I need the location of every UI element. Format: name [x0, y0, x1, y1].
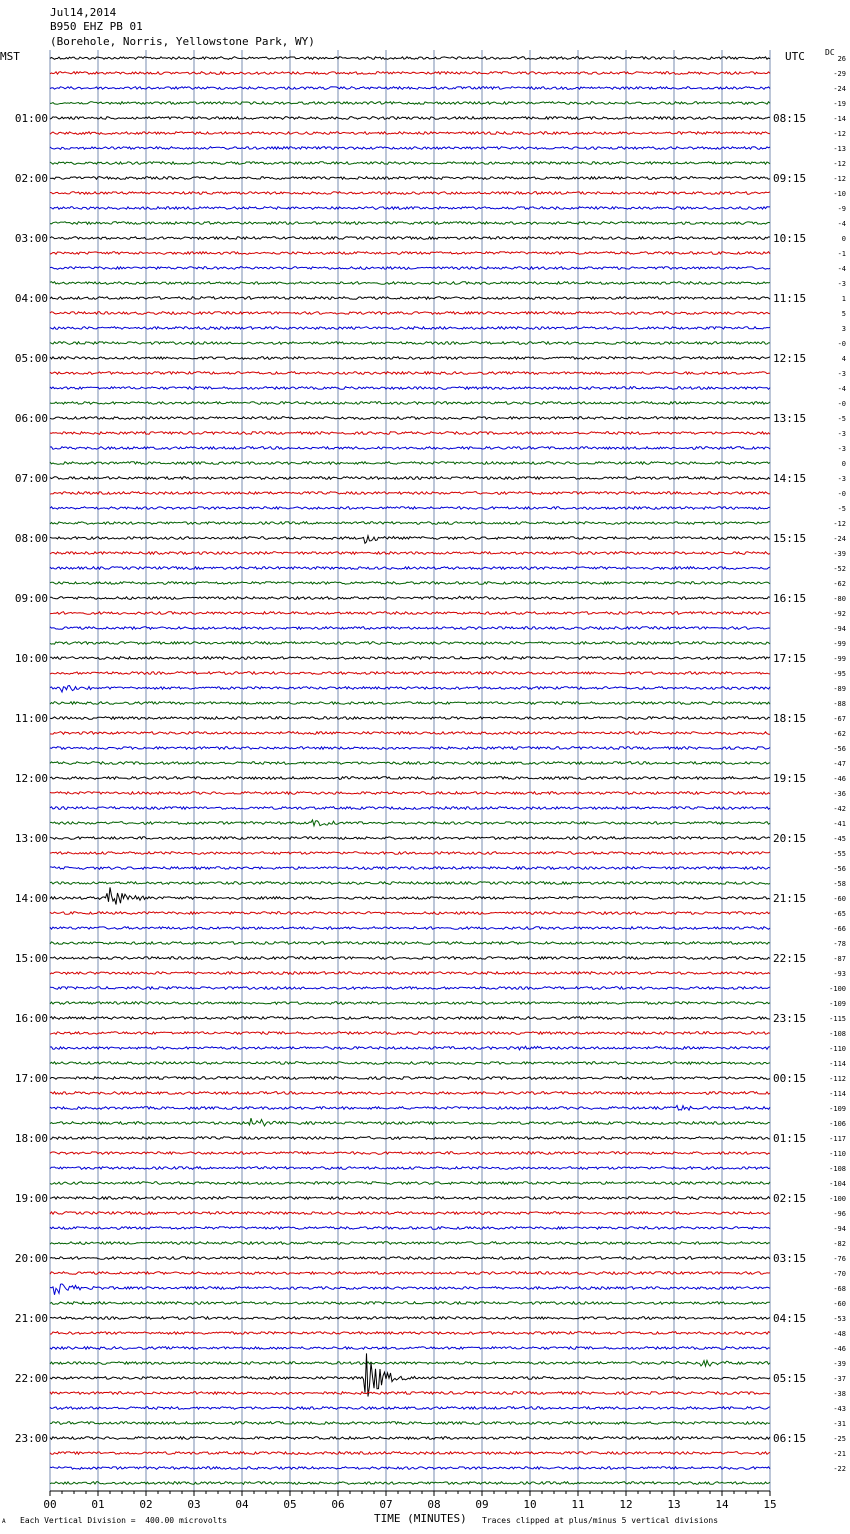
trace-62	[50, 987, 770, 990]
trace-89	[50, 1392, 770, 1395]
trace-2	[50, 87, 770, 90]
dc-offset-label: 3	[841, 325, 846, 333]
trace-93	[50, 1452, 770, 1455]
footer-mark: A	[2, 1518, 6, 1525]
dc-offset-label: -89	[833, 685, 846, 693]
trace-47	[50, 762, 770, 765]
dc-offset-label: -0	[837, 400, 846, 408]
utc-hour-label: 18:15	[773, 712, 807, 725]
mst-hour-label: 11:00	[14, 712, 48, 725]
dc-offset-label: -108	[829, 1165, 846, 1173]
dc-offset-label: -10	[833, 190, 846, 198]
trace-38	[50, 627, 770, 630]
dc-offset-label: -106	[829, 1120, 846, 1128]
mst-hour-label: 18:00	[14, 1132, 48, 1145]
trace-85	[50, 1332, 770, 1335]
dc-offset-label: -58	[833, 880, 846, 888]
dc-offset-label: -109	[829, 1105, 846, 1113]
dc-offset-label: 0	[841, 235, 846, 243]
trace-50	[50, 807, 770, 810]
dc-offset-label: -94	[833, 625, 846, 633]
mst-hour-label: 16:00	[14, 1012, 48, 1025]
trace-95	[50, 1482, 770, 1485]
dc-label: DC	[825, 48, 835, 57]
mst-hour-label: 07:00	[14, 472, 48, 485]
trace-55	[50, 882, 770, 885]
dc-offset-label: -112	[829, 1075, 846, 1083]
x-tick-label: 04	[235, 1498, 249, 1511]
mst-hour-label: 23:00	[14, 1432, 48, 1445]
trace-79	[50, 1242, 770, 1245]
trace-17	[50, 312, 770, 315]
dc-offset-label: -19	[833, 100, 846, 108]
mst-hour-label: 19:00	[14, 1192, 48, 1205]
trace-78	[50, 1227, 770, 1230]
trace-29	[50, 492, 770, 495]
seismic-traces	[50, 57, 770, 1485]
trace-3	[50, 102, 770, 105]
x-tick-label: 07	[379, 1498, 393, 1511]
mst-hour-label: 01:00	[14, 112, 48, 125]
dc-offset-label: 26	[837, 55, 846, 63]
x-tick-label: 11	[571, 1498, 585, 1511]
dc-offset-label: -41	[833, 820, 846, 828]
utc-hour-label: 02:15	[773, 1192, 807, 1205]
dc-offset-label: -42	[833, 805, 846, 813]
utc-hour-label: 12:15	[773, 352, 807, 365]
x-tick-label: 13	[667, 1498, 681, 1511]
dc-offset-label: -0	[837, 490, 846, 498]
utc-hour-label: 10:15	[773, 232, 807, 245]
trace-32	[50, 536, 770, 544]
dc-offset-label: 5	[841, 310, 846, 318]
dc-offset-label: -24	[833, 535, 846, 543]
dc-offset-label: -0	[837, 340, 846, 348]
mst-hour-label: 13:00	[14, 832, 48, 845]
axis-labels	[15, 55, 846, 1511]
trace-6	[50, 147, 770, 150]
dc-offset-label: -56	[833, 865, 846, 873]
mst-hour-label: 03:00	[14, 232, 48, 245]
dc-offset-label: -12	[833, 175, 846, 183]
trace-27	[50, 462, 770, 465]
utc-hour-label: 17:15	[773, 652, 807, 665]
dc-offset-label: -66	[833, 925, 846, 933]
utc-hour-label: 09:15	[773, 172, 807, 185]
utc-hour-label: 13:15	[773, 412, 807, 425]
trace-11	[50, 222, 770, 225]
dc-offset-label: -12	[833, 160, 846, 168]
trace-48	[50, 777, 770, 780]
trace-64	[50, 1017, 770, 1020]
utc-hour-label: 05:15	[773, 1372, 807, 1385]
trace-14	[50, 267, 770, 270]
x-tick-label: 14	[715, 1498, 729, 1511]
x-tick-label: 01	[91, 1498, 105, 1511]
dc-offset-label: -60	[833, 895, 846, 903]
dc-offset-label: -47	[833, 760, 846, 768]
dc-offset-label: -22	[833, 1465, 846, 1473]
dc-offset-label: -108	[829, 1030, 846, 1038]
trace-41	[50, 672, 770, 675]
dc-offset-label: -92	[833, 610, 846, 618]
dc-offset-label: -117	[829, 1135, 846, 1143]
trace-18	[50, 327, 770, 330]
dc-offset-label: -62	[833, 580, 846, 588]
trace-70	[50, 1106, 770, 1111]
dc-offset-label: -65	[833, 910, 846, 918]
trace-43	[50, 702, 770, 705]
dc-offset-label: -76	[833, 1255, 846, 1263]
trace-35	[50, 582, 770, 585]
x-tick-label: 12	[619, 1498, 633, 1511]
dc-offset-label: -62	[833, 730, 846, 738]
dc-offset-label: -5	[837, 415, 846, 423]
trace-59	[50, 942, 770, 945]
dc-offset-label: -9	[837, 205, 846, 213]
trace-33	[50, 552, 770, 555]
dc-offset-label: -39	[833, 1360, 846, 1368]
utc-hour-label: 04:15	[773, 1312, 807, 1325]
mst-hour-label: 15:00	[14, 952, 48, 965]
trace-34	[50, 567, 770, 570]
dc-offset-label: -46	[833, 775, 846, 783]
trace-94	[50, 1467, 770, 1470]
dc-offset-label: -31	[833, 1420, 846, 1428]
trace-39	[50, 642, 770, 645]
trace-67	[50, 1062, 770, 1065]
dc-offset-label: -29	[833, 70, 846, 78]
left-axis-title: MST	[0, 50, 20, 63]
station-location: (Borehole, Norris, Yellowstone Park, WY)	[50, 35, 315, 48]
x-tick-label: 10	[523, 1498, 537, 1511]
trace-20	[50, 357, 770, 360]
trace-65	[50, 1032, 770, 1035]
trace-87	[50, 1361, 770, 1367]
trace-61	[50, 972, 770, 975]
trace-9	[50, 192, 770, 195]
trace-74	[50, 1167, 770, 1170]
trace-54	[50, 867, 770, 870]
trace-21	[50, 372, 770, 375]
dc-offset-label: -115	[829, 1015, 846, 1023]
utc-hour-label: 06:15	[773, 1432, 807, 1445]
dc-offset-label: -39	[833, 550, 846, 558]
trace-12	[50, 237, 770, 240]
dc-offset-label: -4	[837, 385, 846, 393]
utc-hour-label: 16:15	[773, 592, 807, 605]
trace-75	[50, 1182, 770, 1185]
trace-23	[50, 402, 770, 405]
mst-hour-label: 17:00	[14, 1072, 48, 1085]
dc-offset-label: -70	[833, 1270, 846, 1278]
trace-56	[50, 887, 770, 904]
x-tick-label: 15	[763, 1498, 777, 1511]
dc-offset-label: -21	[833, 1450, 846, 1458]
dc-offset-label: -3	[837, 280, 846, 288]
dc-offset-label: -96	[833, 1210, 846, 1218]
trace-36	[50, 596, 770, 599]
utc-hour-label: 19:15	[773, 772, 807, 785]
trace-44	[50, 717, 770, 720]
trace-7	[50, 162, 770, 165]
trace-60	[50, 957, 770, 960]
trace-57	[50, 912, 770, 915]
dc-offset-label: -1	[837, 250, 846, 258]
dc-offset-label: -3	[837, 370, 846, 378]
trace-40	[50, 657, 770, 660]
mst-hour-label: 10:00	[14, 652, 48, 665]
utc-hour-label: 22:15	[773, 952, 807, 965]
dc-offset-label: -24	[833, 85, 846, 93]
mst-hour-label: 09:00	[14, 592, 48, 605]
utc-hour-label: 21:15	[773, 892, 807, 905]
utc-hour-label: 15:15	[773, 532, 807, 545]
dc-offset-label: -48	[833, 1330, 846, 1338]
trace-4	[50, 117, 770, 120]
trace-92	[50, 1437, 770, 1440]
utc-hour-label: 11:15	[773, 292, 807, 305]
trace-22	[50, 387, 770, 390]
trace-0	[50, 57, 770, 60]
dc-offset-label: -12	[833, 520, 846, 528]
trace-24	[50, 417, 770, 420]
dc-offset-label: -78	[833, 940, 846, 948]
mst-hour-label: 21:00	[14, 1312, 48, 1325]
x-tick-label: 03	[187, 1498, 201, 1511]
dc-offset-label: -56	[833, 745, 846, 753]
utc-hour-label: 23:15	[773, 1012, 807, 1025]
dc-offset-label: -55	[833, 850, 846, 858]
plot-date: Jul14,2014	[50, 6, 117, 19]
trace-81	[50, 1272, 770, 1275]
dc-offset-label: -38	[833, 1390, 846, 1398]
utc-hour-label: 00:15	[773, 1072, 807, 1085]
trace-42	[50, 686, 770, 692]
station-name: B950 EHZ PB 01	[50, 20, 143, 33]
trace-45	[50, 732, 770, 735]
trace-13	[50, 252, 770, 255]
dc-offset-label: -14	[833, 115, 846, 123]
trace-46	[50, 747, 770, 750]
dc-offset-label: -4	[837, 220, 846, 228]
x-tick-label: 09	[475, 1498, 489, 1511]
mst-hour-label: 12:00	[14, 772, 48, 785]
mst-hour-label: 20:00	[14, 1252, 48, 1265]
dc-offset-label: -68	[833, 1285, 846, 1293]
trace-31	[50, 522, 770, 525]
dc-offset-label: -67	[833, 715, 846, 723]
clip-note: Traces clipped at plus/minus 5 vertical divisions	[482, 1516, 719, 1525]
mst-hour-label: 05:00	[14, 352, 48, 365]
dc-offset-label: -99	[833, 655, 846, 663]
trace-84	[50, 1317, 770, 1320]
dc-offset-label: -4	[837, 265, 846, 273]
dc-offset-label: -60	[833, 1300, 846, 1308]
dc-offset-label: -99	[833, 640, 846, 648]
dc-offset-label: -109	[829, 1000, 846, 1008]
trace-86	[50, 1347, 770, 1350]
trace-68	[50, 1077, 770, 1080]
trace-72	[50, 1137, 770, 1140]
dc-offset-label: -100	[829, 1195, 846, 1203]
dc-offset-label: -93	[833, 970, 846, 978]
trace-77	[50, 1212, 770, 1215]
trace-49	[50, 792, 770, 795]
trace-91	[50, 1422, 770, 1425]
dc-offset-label: -12	[833, 130, 846, 138]
dc-offset-label: -104	[829, 1180, 846, 1188]
dc-offset-label: -87	[833, 955, 846, 963]
trace-8	[50, 177, 770, 180]
utc-hour-label: 03:15	[773, 1252, 807, 1265]
dc-offset-label: -88	[833, 700, 846, 708]
trace-37	[50, 612, 770, 615]
x-axis-title: TIME (MINUTES)	[374, 1512, 467, 1525]
dc-offset-label: -36	[833, 790, 846, 798]
dc-offset-label: -3	[837, 475, 846, 483]
dc-offset-label: -114	[829, 1060, 846, 1068]
dc-offset-label: -52	[833, 565, 846, 573]
trace-73	[50, 1152, 770, 1155]
utc-hour-label: 20:15	[773, 832, 807, 845]
trace-82	[50, 1284, 770, 1295]
mst-hour-label: 02:00	[14, 172, 48, 185]
dc-offset-label: -37	[833, 1375, 846, 1383]
dc-offset-label: -53	[833, 1315, 846, 1323]
trace-76	[50, 1197, 770, 1200]
dc-offset-label: -114	[829, 1090, 846, 1098]
dc-offset-label: -3	[837, 445, 846, 453]
dc-offset-label: -5	[837, 505, 846, 513]
x-tick-label: 00	[43, 1498, 57, 1511]
trace-51	[50, 820, 770, 826]
dc-offset-label: -82	[833, 1240, 846, 1248]
dc-offset-label: 1	[841, 295, 846, 303]
trace-63	[50, 1002, 770, 1005]
utc-hour-label: 08:15	[773, 112, 807, 125]
trace-88	[50, 1353, 770, 1396]
trace-5	[50, 132, 770, 135]
dc-offset-label: -3	[837, 430, 846, 438]
dc-offset-label: -46	[833, 1345, 846, 1353]
dc-offset-label: -45	[833, 835, 846, 843]
trace-26	[50, 447, 770, 450]
dc-offset-label: 0	[841, 460, 846, 468]
dc-offset-label: -80	[833, 595, 846, 603]
dc-offset-label: 4	[841, 355, 846, 363]
right-axis-title: UTC	[785, 50, 805, 63]
dc-offset-label: -43	[833, 1405, 846, 1413]
trace-53	[50, 852, 770, 855]
trace-71	[50, 1118, 770, 1126]
trace-80	[50, 1257, 770, 1260]
x-tick-label: 05	[283, 1498, 297, 1511]
dc-offset-label: -94	[833, 1225, 846, 1233]
trace-69	[50, 1092, 770, 1095]
trace-30	[50, 507, 770, 510]
dc-offset-label: -110	[829, 1045, 846, 1053]
trace-28	[50, 477, 770, 480]
dc-offset-label: -25	[833, 1435, 846, 1443]
mst-hour-label: 08:00	[14, 532, 48, 545]
trace-83	[50, 1302, 770, 1305]
trace-25	[50, 432, 770, 435]
dc-offset-label: -13	[833, 145, 846, 153]
dc-offset-label: -95	[833, 670, 846, 678]
utc-hour-label: 14:15	[773, 472, 807, 485]
trace-1	[50, 72, 770, 75]
trace-52	[50, 837, 770, 840]
mst-hour-label: 22:00	[14, 1372, 48, 1385]
mst-hour-label: 04:00	[14, 292, 48, 305]
x-tick-label: 02	[139, 1498, 153, 1511]
x-tick-label: 06	[331, 1498, 345, 1511]
trace-10	[50, 207, 770, 210]
dc-offset-label: -110	[829, 1150, 846, 1158]
trace-19	[50, 342, 770, 345]
trace-16	[50, 297, 770, 300]
trace-58	[50, 927, 770, 930]
trace-15	[50, 282, 770, 285]
utc-hour-label: 01:15	[773, 1132, 807, 1145]
trace-66	[50, 1046, 770, 1050]
mst-hour-label: 14:00	[14, 892, 48, 905]
scale-note: Each Vertical Division = 400.00 microvolts	[20, 1516, 228, 1525]
trace-90	[50, 1407, 770, 1410]
x-tick-label: 08	[427, 1498, 441, 1511]
dc-offset-label: -100	[829, 985, 846, 993]
mst-hour-label: 06:00	[14, 412, 48, 425]
